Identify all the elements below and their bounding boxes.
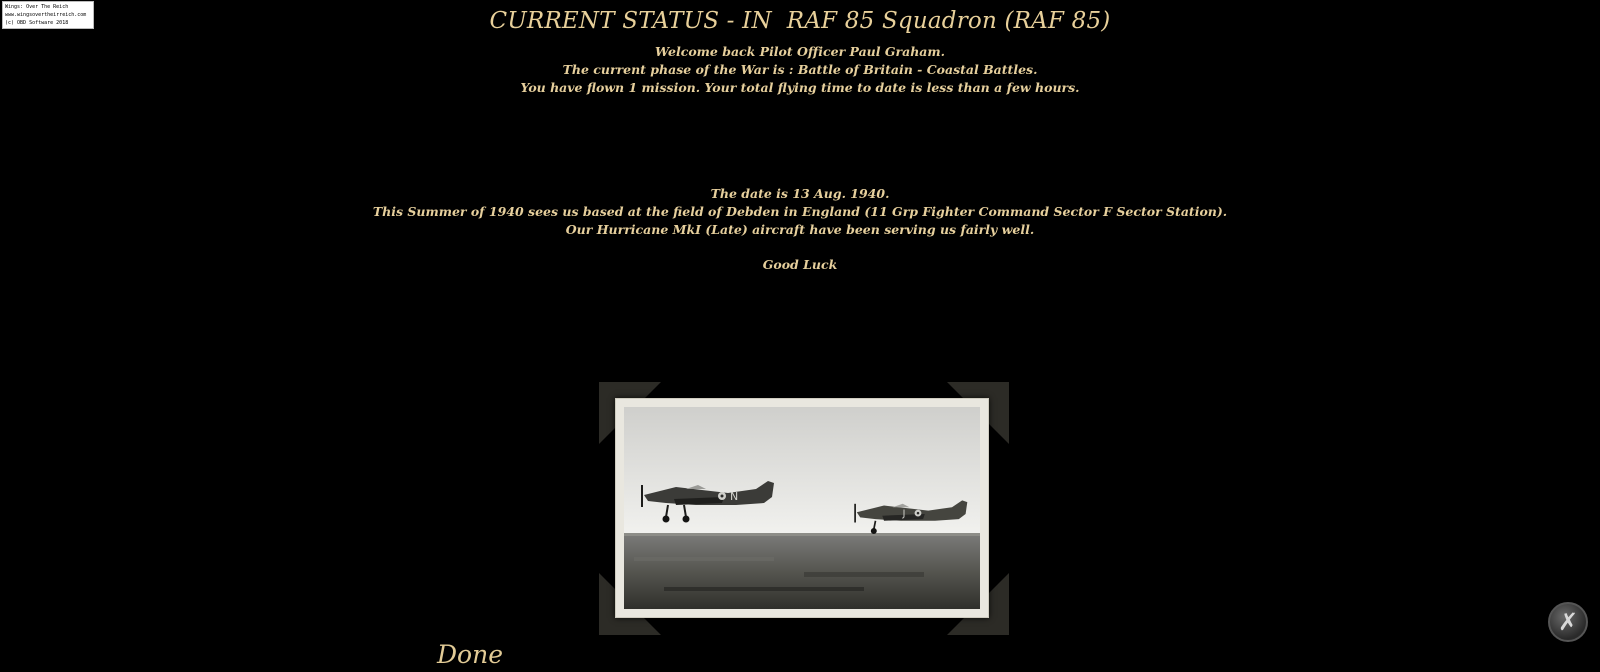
aircraft-code: J xyxy=(902,508,906,520)
page-title: CURRENT STATUS - IN RAF 85 Squadron (RAF 85) xyxy=(489,8,1111,34)
close-icon: ✗ xyxy=(1557,608,1579,636)
pilot-status xyxy=(0,43,1600,97)
aircraft-text: Our Hurricane MkI (Late) aircraft have been serving us fairly well. xyxy=(565,222,1035,237)
watermark-line: www.wingsovertheirreich.com xyxy=(5,12,87,18)
watermark-line: Wings: Over The Reich xyxy=(5,4,69,10)
squadron-photo xyxy=(615,398,989,618)
watermark-line: (c) OBD Software 2018 xyxy=(5,20,69,26)
close-button[interactable] xyxy=(1548,602,1588,642)
date-text: The date is 13 Aug. 1940. xyxy=(710,186,890,201)
done-button[interactable]: Done xyxy=(437,640,503,669)
photo-frame xyxy=(599,382,1009,635)
war-phase-text: The current phase of the War is : Battle of Britain - Coastal Battles. xyxy=(562,62,1038,77)
missions-text: You have flown 1 mission. Your total flying time to date is less than a few hours. xyxy=(520,80,1080,95)
hurricane-aircraft-photo xyxy=(624,407,980,609)
briefing xyxy=(0,185,1600,274)
base-text: This Summer of 1940 sees us based at the field of Debden in England (11 Grp Fighter Command Sector F Sector Station). xyxy=(372,204,1228,219)
good-luck-text: Good Luck xyxy=(762,257,838,272)
aircraft-code: N xyxy=(730,490,739,503)
welcome-text: Welcome back Pilot Officer Paul Graham. xyxy=(655,44,945,59)
